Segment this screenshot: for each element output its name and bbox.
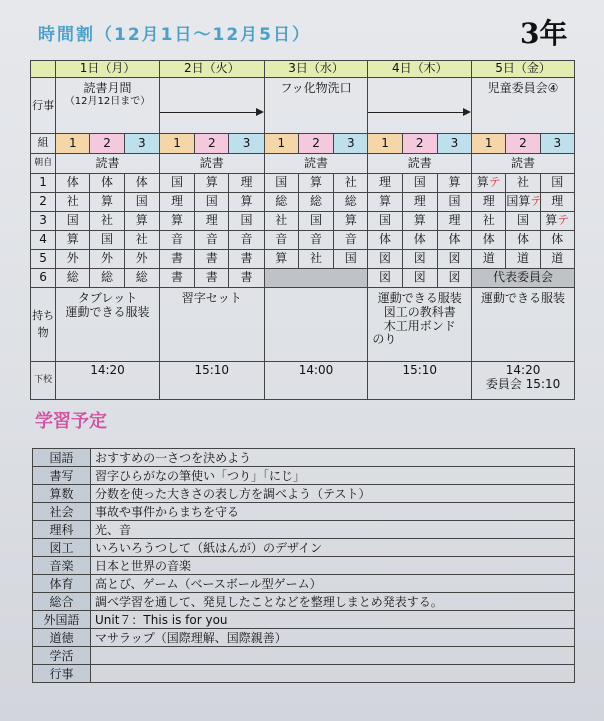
belonging-item: のり <box>372 332 397 347</box>
study-plan-row <box>33 575 575 593</box>
subject-cell: 書 <box>159 250 194 269</box>
class-2: 2 <box>90 134 124 154</box>
subject-content: 習字ひらがなの筆使い「つり」「にじ」 <box>91 467 575 485</box>
subject-cell: 理 <box>368 174 402 193</box>
subject-content: 調べ学習を通して、発見したことなどを整理しまとめ発表する。 <box>91 593 575 611</box>
grade-label: 3年 <box>520 17 568 50</box>
subject-cell: 国 <box>334 250 368 269</box>
section-title: 学習予定 <box>35 411 107 432</box>
subject-cell: 総 <box>298 193 333 212</box>
subject-cell: 国 <box>124 193 159 212</box>
subject-name: 行事 <box>33 665 91 683</box>
class-1: 1 <box>472 134 506 154</box>
subject-cell: 算 <box>402 212 437 231</box>
subject-cell: 音 <box>264 231 298 250</box>
morning-activity: 読書 <box>264 154 368 174</box>
dismissal-time: 15:10 <box>368 362 472 400</box>
class-1: 1 <box>56 134 90 154</box>
subject-cell: 社 <box>334 174 368 193</box>
subject-cell: 図 <box>437 250 471 269</box>
period-row <box>31 174 575 193</box>
class-3: 3 <box>437 134 471 154</box>
subject-name: 国語 <box>33 449 91 467</box>
subject-name: 学活 <box>33 647 91 665</box>
subject-content: いろいろうつして（紙はんが）のデザイン <box>91 539 575 557</box>
subject-cell: 体 <box>402 231 437 250</box>
subject-cell: 理 <box>472 193 506 212</box>
subject-name: 社会 <box>33 503 91 521</box>
subject-cell: 算 <box>56 231 90 250</box>
subject-name: 体育 <box>33 575 91 593</box>
period-number: 2 <box>31 193 56 212</box>
belonging-item: 運動できる服装 <box>481 291 566 305</box>
subject-cell: 算 <box>298 174 333 193</box>
dismissal-label: 下校 <box>31 362 56 400</box>
subject-cell: 体 <box>540 231 574 250</box>
subject-cell: 社 <box>506 174 540 193</box>
subject-content: 高とび、ゲーム（ベースボール型ゲーム） <box>91 575 575 593</box>
study-plan-row <box>33 467 575 485</box>
subject-cell: 国算テ <box>506 193 540 212</box>
study-plan-row <box>33 449 575 467</box>
subject-name: 総合 <box>33 593 91 611</box>
subject-cell: 図 <box>368 250 402 269</box>
event-text: 読書月間 <box>83 81 132 95</box>
study-plan-row <box>33 485 575 503</box>
subject-cell: 社 <box>264 212 298 231</box>
belongings-tue <box>159 288 264 362</box>
period-row <box>31 231 575 250</box>
period-number: 5 <box>31 250 56 269</box>
events-label: 行事 <box>31 78 56 134</box>
day-header: 1日（月） <box>56 61 160 78</box>
subject-cell: 国 <box>437 193 471 212</box>
events-wed <box>264 78 368 134</box>
subject-cell: 体 <box>437 231 471 250</box>
subject-cell: 道 <box>472 250 506 269</box>
day-header: 2日（火） <box>159 61 264 78</box>
arrow-line <box>368 106 471 118</box>
events-fri <box>472 78 575 134</box>
period-number: 6 <box>31 269 56 288</box>
subject-cell: 国 <box>506 212 540 231</box>
subject-cell: 図 <box>368 269 402 288</box>
subject-cell: 総 <box>124 269 159 288</box>
class-2: 2 <box>298 134 333 154</box>
belonging-item: 木工用ボンド <box>383 318 456 333</box>
timetable <box>30 60 575 400</box>
subject-cell: 国 <box>56 212 90 231</box>
class-2: 2 <box>402 134 437 154</box>
subject-cell: 国 <box>402 174 437 193</box>
subject-cell: 音 <box>229 231 264 250</box>
subject-content: おすすめの一さつを決めよう <box>91 449 575 467</box>
subject-cell: 代表委員会 <box>472 269 575 288</box>
study-plan-row <box>33 611 575 629</box>
subject-cell: 算 <box>159 212 194 231</box>
subject-cell: 書 <box>195 269 229 288</box>
dismissal-fri <box>472 362 575 400</box>
study-plan-row <box>33 647 575 665</box>
subject-name: 道徳 <box>33 629 91 647</box>
subject-content <box>91 665 575 683</box>
day-header: 4日（木） <box>368 61 472 78</box>
belongings-fri <box>472 288 575 362</box>
subject-cell: 書 <box>195 250 229 269</box>
class-2: 2 <box>506 134 540 154</box>
subject-cell: 国 <box>195 193 229 212</box>
subject-cell: 社 <box>90 212 124 231</box>
subject-cell: 国 <box>368 212 402 231</box>
subject-cell: 算 <box>437 174 471 193</box>
subject-cell: 国 <box>264 174 298 193</box>
subject-content: Unit７：This is for you <box>91 611 575 629</box>
study-plan-row <box>33 503 575 521</box>
subject-cell: 体 <box>90 174 124 193</box>
subject-cell: 道 <box>540 250 574 269</box>
subject-cell: 国 <box>229 212 264 231</box>
subject-cell: 総 <box>90 269 124 288</box>
arrow-line <box>160 106 264 118</box>
events-mon <box>56 78 160 134</box>
subject-cell: 書 <box>159 269 194 288</box>
subject-cell: 音 <box>334 231 368 250</box>
study-plan-row <box>33 593 575 611</box>
subject-cell: 社 <box>124 231 159 250</box>
subject-cell: 体 <box>472 231 506 250</box>
group-label: 組 <box>31 134 56 154</box>
subject-cell: 算テ <box>540 212 574 231</box>
period-number: 3 <box>31 212 56 231</box>
period-number: 4 <box>31 231 56 250</box>
subject-cell: 体 <box>56 174 90 193</box>
study-plan-row <box>33 539 575 557</box>
subject-cell: 算 <box>229 193 264 212</box>
subject-cell: 算 <box>264 250 298 269</box>
class-3: 3 <box>229 134 264 154</box>
group-row <box>31 134 575 154</box>
study-plan-row <box>33 521 575 539</box>
morning-activity: 読書 <box>368 154 472 174</box>
subject-cell: 音 <box>195 231 229 250</box>
corner-cell <box>31 61 56 78</box>
study-plan-row <box>33 665 575 683</box>
period-row <box>31 193 575 212</box>
subject-cell: 体 <box>506 231 540 250</box>
morning-activity: 読書 <box>159 154 264 174</box>
subject-content: 日本と世界の音楽 <box>91 557 575 575</box>
morning-activity: 読書 <box>56 154 160 174</box>
subject-cell: 外 <box>56 250 90 269</box>
subject-content: 光、音 <box>91 521 575 539</box>
subject-cell: 総 <box>264 193 298 212</box>
morning-activity: 読書 <box>472 154 575 174</box>
class-2: 2 <box>195 134 229 154</box>
subject-cell: 算 <box>124 212 159 231</box>
class-1: 1 <box>264 134 298 154</box>
subject-cell: 算 <box>90 193 124 212</box>
belongings-thu <box>368 288 472 362</box>
subject-cell: 社 <box>472 212 506 231</box>
subject-cell: 算 <box>368 193 402 212</box>
events-tue <box>159 78 264 134</box>
day-header: 5日（金） <box>472 61 575 78</box>
day-header: 3日（水） <box>264 61 368 78</box>
subject-cell: 理 <box>229 174 264 193</box>
subject-cell: 外 <box>124 250 159 269</box>
subject-cell: 理 <box>437 212 471 231</box>
subject-cell: 算テ <box>472 174 506 193</box>
subject-cell: 総 <box>56 269 90 288</box>
event-text: 児童委員会④ <box>487 81 559 95</box>
morning-label: 朝自 <box>31 154 56 174</box>
subject-content <box>91 647 575 665</box>
class-1: 1 <box>159 134 194 154</box>
subject-cell: 図 <box>402 250 437 269</box>
subject-cell: 算 <box>334 212 368 231</box>
subject-cell: 体 <box>124 174 159 193</box>
subject-cell: 国 <box>298 212 333 231</box>
subject-cell: 書 <box>229 250 264 269</box>
subject-cell: 理 <box>195 212 229 231</box>
event-text: フッ化物洗口 <box>280 81 352 95</box>
subject-content: マサラップ（国際理解、国際親善） <box>91 629 575 647</box>
subject-cell: 算 <box>195 174 229 193</box>
day-header-row <box>31 61 575 78</box>
subject-cell: 音 <box>298 231 333 250</box>
belongings-row <box>31 288 575 362</box>
dismissal-time: 14:20 <box>505 363 541 377</box>
subject-cell: 書 <box>229 269 264 288</box>
belonging-item: 図工の教科書 <box>383 304 456 319</box>
subject-name: 理科 <box>33 521 91 539</box>
subject-cell: 図 <box>402 269 437 288</box>
page-title: 時間割（12月1日〜12月5日） <box>38 25 311 45</box>
subject-cell: 理 <box>159 193 194 212</box>
subject-cell: 道 <box>506 250 540 269</box>
committee-time: 委員会 15:10 <box>485 376 561 391</box>
subject-name: 図工 <box>33 539 91 557</box>
class-3: 3 <box>540 134 574 154</box>
belongings-label: 持ち物 <box>31 288 56 362</box>
class-3: 3 <box>124 134 159 154</box>
period-row <box>31 269 575 288</box>
belonging-item: 習字セット <box>181 291 242 305</box>
subject-cell: 理 <box>540 193 574 212</box>
dismissal-row <box>31 362 575 400</box>
subject-name: 外国語 <box>33 611 91 629</box>
dismissal-time: 14:00 <box>264 362 368 400</box>
class-3: 3 <box>334 134 368 154</box>
event-note: （12月12日まで） <box>64 95 151 107</box>
subject-name: 書写 <box>33 467 91 485</box>
morning-row <box>31 154 575 174</box>
study-plan-table <box>32 448 575 683</box>
belongings-mon <box>56 288 160 362</box>
period-number: 1 <box>31 174 56 193</box>
subject-cell: 国 <box>540 174 574 193</box>
class-1: 1 <box>368 134 402 154</box>
study-plan-row <box>33 557 575 575</box>
events-thu <box>368 78 472 134</box>
events-row <box>31 78 575 134</box>
subject-cell: 体 <box>368 231 402 250</box>
belonging-item: 運動できる服装 <box>377 291 462 305</box>
subject-cell: 社 <box>298 250 333 269</box>
belongings-wed <box>264 288 368 362</box>
empty-slot <box>264 269 368 288</box>
subject-cell: 外 <box>90 250 124 269</box>
subject-name: 音楽 <box>33 557 91 575</box>
subject-content: 分数を使った大きさの表し方を調べよう（テスト） <box>91 485 575 503</box>
subject-cell: 社 <box>56 193 90 212</box>
subject-cell: 理 <box>402 193 437 212</box>
subject-cell: 国 <box>90 231 124 250</box>
subject-cell: 総 <box>334 193 368 212</box>
period-row <box>31 250 575 269</box>
belonging-item: 運動できる服装 <box>65 304 150 319</box>
subject-content: 事故や事件からまちを守る <box>91 503 575 521</box>
subject-name: 算数 <box>33 485 91 503</box>
dismissal-time: 14:20 <box>56 362 160 400</box>
subject-cell: 国 <box>159 174 194 193</box>
study-plan-row <box>33 629 575 647</box>
belonging-item: タブレット <box>77 291 138 305</box>
dismissal-time: 15:10 <box>159 362 264 400</box>
subject-cell: 図 <box>437 269 471 288</box>
period-row <box>31 212 575 231</box>
subject-cell: 音 <box>159 231 194 250</box>
